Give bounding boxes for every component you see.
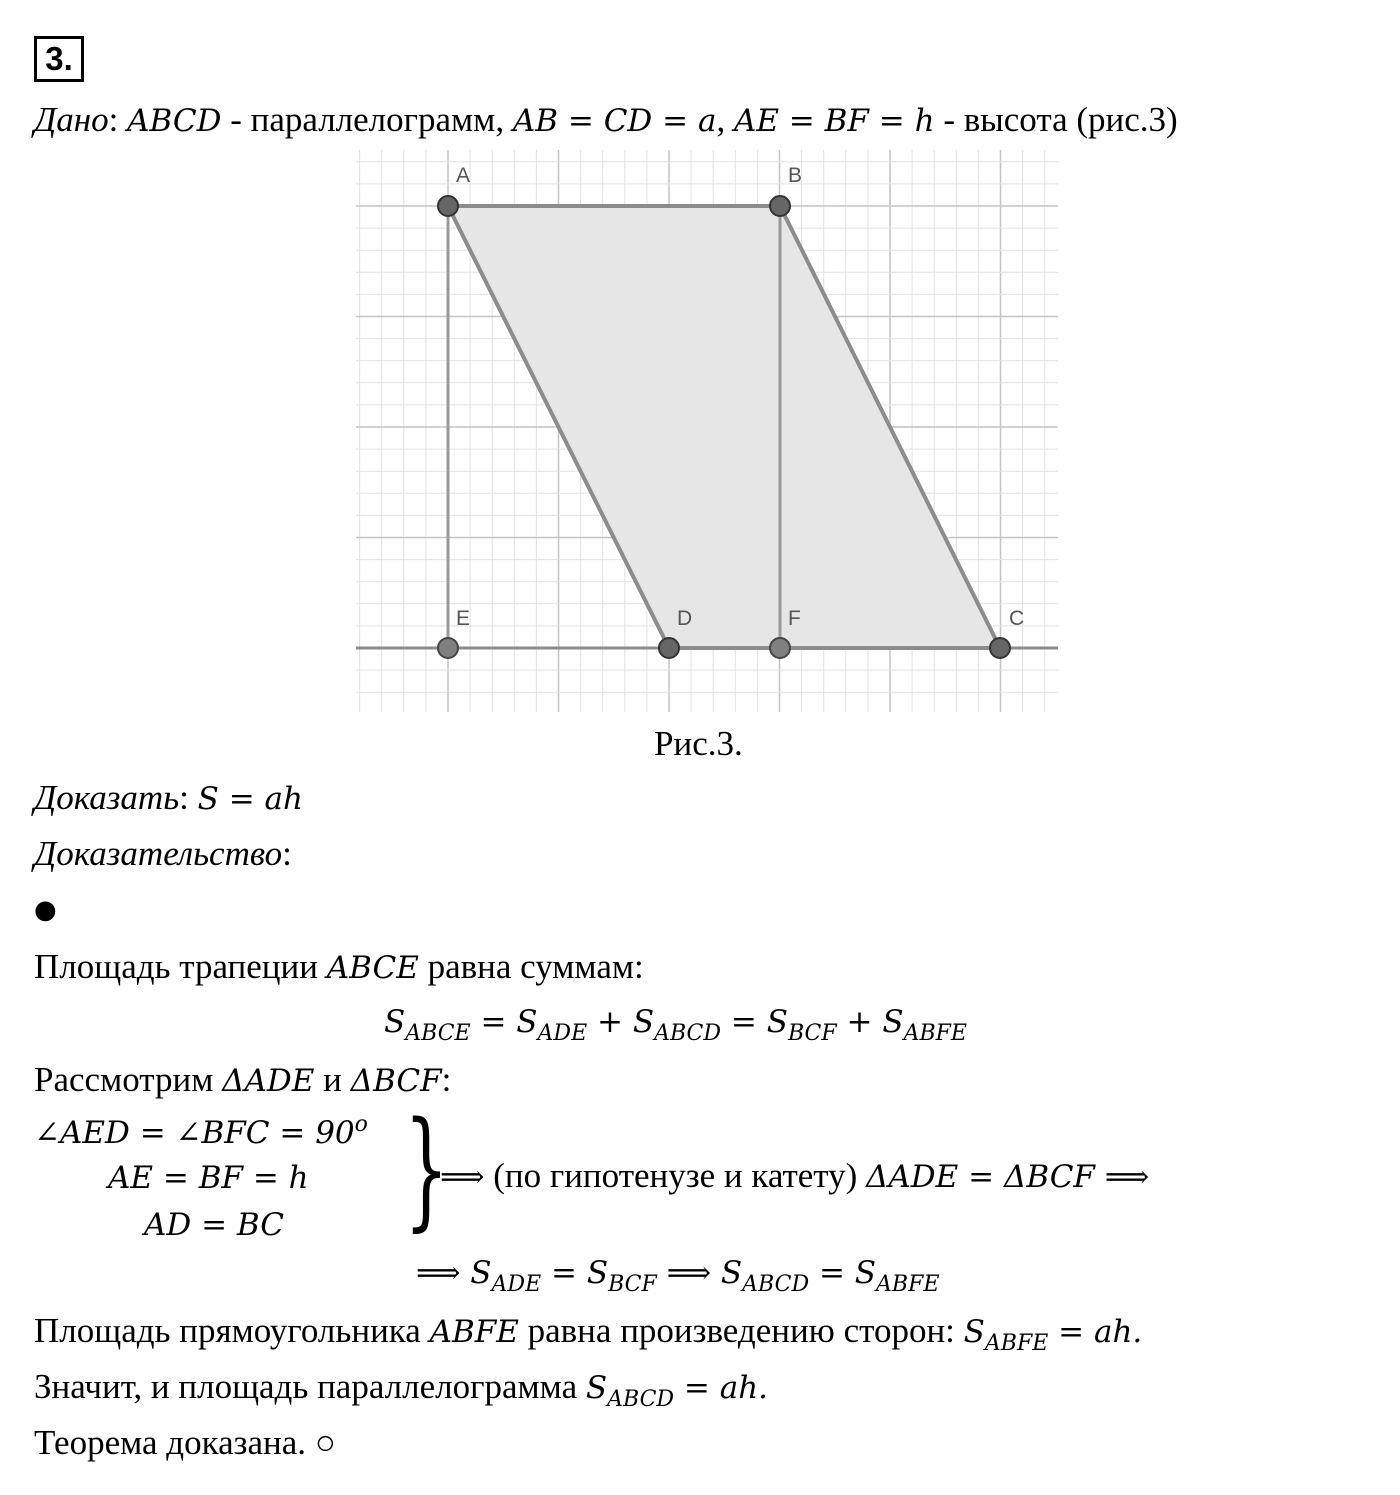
bullet: ● [34,895,57,925]
parallelogram-figure [356,150,1058,712]
trap-name: ABCE [326,950,419,986]
system-brace: } [404,1095,449,1244]
rect-s: S [963,1314,985,1350]
proof-line [34,836,292,871]
consider-text: Рассмотрим [34,1060,223,1099]
rect-name: ABFE [429,1314,519,1350]
given-heights: AE = BF = h [733,103,935,139]
eq1-sub-abce: ABCE [405,1021,471,1046]
eq2-eq1: = [541,1255,587,1291]
proof-colon: : [282,834,292,873]
consider-line [34,1062,451,1097]
eq1-s4: S [766,1004,788,1040]
eq2-implies: ⟹ [656,1255,712,1291]
condition-sides: AD = BC [144,1207,284,1243]
given-sides: AB = CD = a [512,103,717,139]
implies-2: ⟹ [1094,1159,1150,1195]
point-d [659,638,679,658]
cond1-text: ∠AED = ∠BFC = 90 [34,1115,355,1151]
given-comma: , [716,100,734,139]
eq1-sub-abcd: ABCD [654,1021,722,1046]
figure-caption: Рис.3. [654,724,743,763]
eq2-lead: ⟹ [416,1255,471,1291]
cond1-sup: o [354,1112,368,1137]
parallelogram-line [34,1369,768,1411]
label-d: D [677,607,693,630]
eq2-sub-abfe: ABFE [876,1272,940,1297]
label-b: B [788,164,803,187]
prove-line [34,780,303,815]
point-e [438,638,458,658]
par-s: S [585,1370,608,1406]
eq1-eq2: = [721,1004,767,1040]
label-e: E [456,607,471,630]
eq1-sub-ade: ADE [537,1021,588,1046]
given-dash-height: - высота (рис.3) [934,100,1178,139]
by-text: (по гипотенузе и катету) [484,1156,867,1195]
eq1-plus1: + [587,1004,633,1040]
eq1-s5: S [882,1004,904,1040]
implies-1: ⟹ [440,1159,485,1195]
given-abcd: ABCD [127,103,222,139]
eq2-s3: S [720,1255,743,1291]
point-f [770,638,790,658]
rect-ah: = ah. [1048,1314,1143,1350]
rectangle-line [34,1313,1142,1355]
equation-sums [384,1004,967,1046]
eq2-sub-abcd: ABCD [742,1272,810,1297]
eq1-sub-bcf: BCF [787,1021,837,1046]
condition-angles [34,1112,368,1151]
prove-colon: : [179,778,189,817]
congruence-line [440,1158,1149,1193]
rect-text1: Площадь прямоугольника [34,1311,430,1350]
eq1-sub-abfe: ABFE [903,1021,967,1046]
rect-sub-abfe: ABFE [984,1331,1049,1356]
prove-label: Доказать [34,778,180,817]
triangle-ade: ΔADE [222,1063,315,1099]
eq2-s4: S [854,1255,877,1291]
par-sub-abcd: ABCD [607,1387,675,1412]
par-ah: = ah. [674,1370,769,1406]
eq1-s1: S [384,1004,406,1040]
eq1-s2: S [516,1004,538,1040]
trapezoid-line [34,949,644,984]
eq1-s3: S [632,1004,655,1040]
eq1-plus2: + [836,1004,883,1040]
condition-heights: AE = BF = h [108,1160,309,1196]
proof-label: Доказательство [34,834,283,873]
eq2-s1: S [470,1255,492,1291]
label-c: C [1009,607,1025,630]
eq2-sub-bcf: BCF [608,1272,657,1297]
task-number: 3. [34,36,84,82]
par-text: Значит, и площадь параллелограмма [34,1367,586,1406]
triangles-equal: ΔADE = ΔBCF [866,1159,1095,1195]
eq2-sub-ade: ADE [491,1272,542,1297]
point-c [990,638,1010,658]
label-f: F [788,607,801,630]
point-a [438,196,458,216]
theorem-proved: Теорема доказана. ○ [34,1423,336,1462]
point-b [770,196,790,216]
label-a: A [456,164,471,187]
given-dash-par: - параллелограмм, [221,100,513,139]
eq2-eq2: = [809,1255,855,1291]
given-line [34,102,1178,137]
prove-formula: S = ah [197,781,303,817]
consider-colon: : [441,1060,452,1099]
triangle-bcf: ΔBCF [350,1063,442,1099]
trap-text2: равна суммам: [418,947,644,986]
and-text: и [314,1060,351,1099]
equation-areas [416,1255,939,1297]
given-colon: : [108,100,119,139]
trap-text1: Площадь трапеции [34,947,327,986]
rect-text2: равна произведению сторон: [518,1311,964,1350]
eq1-eq1: = [470,1004,517,1040]
eq2-s2: S [586,1255,609,1291]
given-label: Дано [34,100,109,139]
